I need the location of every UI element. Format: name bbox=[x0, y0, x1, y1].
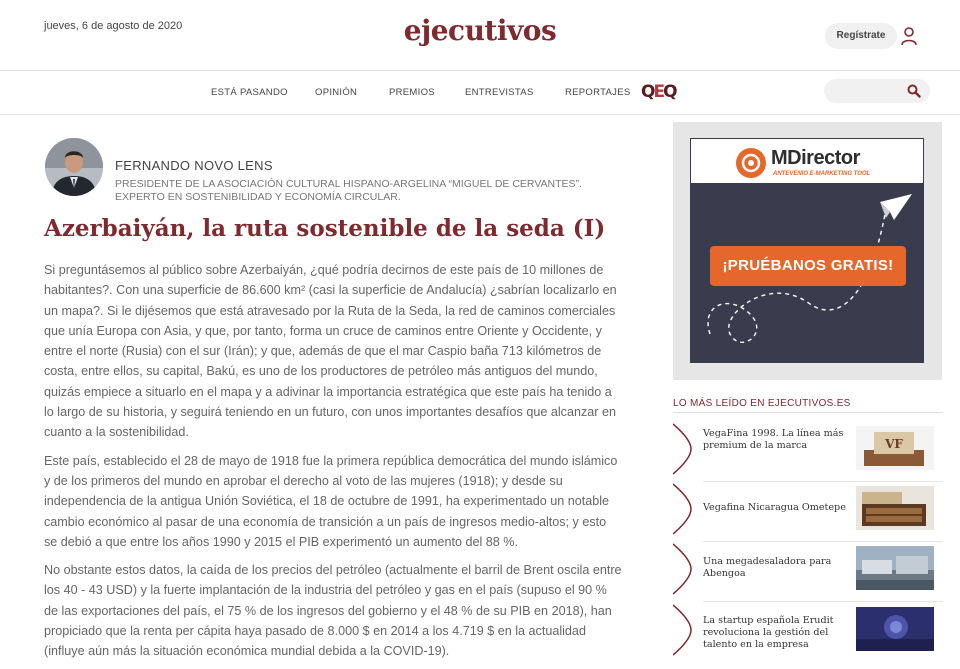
sidebar-ad[interactable] bbox=[673, 122, 942, 380]
main-nav bbox=[0, 72, 960, 115]
nav-item-entrevistas[interactable]: ENTREVISTAS bbox=[465, 87, 534, 98]
register-button[interactable]: Regístrate bbox=[825, 23, 897, 49]
most-read-title[interactable]: VegaFina 1998. La línea más premium de la marca bbox=[703, 428, 844, 451]
user-icon[interactable] bbox=[900, 26, 918, 46]
nav-item-esta-pasando[interactable]: ESTÁ PASANDO bbox=[211, 87, 288, 98]
ad-brand: MDirector bbox=[771, 147, 860, 169]
most-read-title[interactable]: Una megadesaladora para Abengoa bbox=[703, 556, 832, 579]
site-header bbox=[0, 0, 960, 71]
chevron-right-icon bbox=[673, 603, 695, 657]
most-read-thumbnail[interactable] bbox=[856, 546, 934, 590]
author-name[interactable]: FERNANDO NOVO LENS bbox=[115, 158, 273, 173]
most-read-thumbnail[interactable] bbox=[856, 607, 934, 651]
svg-text:VF: VF bbox=[885, 437, 903, 451]
nav-item-reportajes[interactable]: REPORTAJES bbox=[565, 87, 631, 98]
author-role: PRESIDENTE DE LA ASOCIACIÓN CULTURAL HISPANO-ARGELINA “MIGUEL DE CERVANTES”. EXPERTO EN SOSTENIBILIDAD Y ECONOMÍA CIRCULAR. bbox=[115, 178, 582, 203]
ad-header bbox=[690, 138, 924, 184]
article-body bbox=[44, 260, 622, 669]
most-read-title[interactable]: Vegafina Nicaragua Ometepe bbox=[703, 502, 846, 513]
search-input[interactable] bbox=[824, 79, 930, 103]
most-read-heading: LO MÁS LEÍDO EN EJECUTIVOS.ES bbox=[673, 398, 851, 409]
nav-item-opinion[interactable]: OPINIÓN bbox=[315, 87, 358, 98]
most-read-title[interactable]: La startup española Erudit revoluciona la gestión del talento en la empresa bbox=[703, 615, 834, 650]
most-read-thumbnail[interactable] bbox=[856, 486, 934, 530]
mdirector-banner[interactable] bbox=[690, 138, 924, 363]
most-read-item[interactable] bbox=[673, 482, 943, 536]
qeq-logo[interactable]: QEQ bbox=[641, 82, 676, 102]
site-logo[interactable]: ejecutivos bbox=[403, 14, 557, 47]
article-paragraph: Este país, establecido el 28 de mayo de 1918 fue la primera república democrática del mundo islámico y de los primeros del mundo en aprobar el derecho al voto de las mujeres (1918); y desde su independencia de la antigua Unión Soviética, el 18 de octubre de 1991, ha experimentado un notable cambio económico al pasar de una economía de transición a un país de ingresos medio-altos; y esto se debió a que entre los años 1990 y 2015 el PIB experimentó un aumento del 88 %. bbox=[44, 453, 618, 549]
article-paragraph: No obstante estos datos, la caída de los precios del petróleo (actualmente el barril de Brent oscila entre los 40 - 43 USD) y la fuerte implantación de la industria del petróleo y gas en el país (supuso el 90 % de las exportaciones del país, el 75 % de los ingresos del gobierno y el 48 % de su PIB en 2018), han propiciado que la renta per cápita haya pasado de 8.000 $ en 2014 a los 4.719 $ en la actualidad (influye aún más la situación económica mundial debida a la COVID-19). bbox=[44, 563, 622, 659]
divider bbox=[703, 601, 943, 602]
most-read-item[interactable] bbox=[673, 542, 943, 596]
chevron-right-icon bbox=[673, 542, 695, 596]
mdirector-logo-icon bbox=[736, 148, 766, 178]
current-date: jueves, 6 de agosto de 2020 bbox=[44, 20, 183, 32]
nav-item-premios[interactable]: PREMIOS bbox=[389, 87, 435, 98]
most-read-thumbnail[interactable] bbox=[856, 426, 934, 470]
most-read-item[interactable] bbox=[673, 603, 943, 657]
ad-cta-button[interactable]: ¡PRUÉBANOS GRATIS! bbox=[710, 246, 906, 286]
chevron-right-icon bbox=[673, 482, 695, 536]
chevron-right-icon bbox=[673, 422, 695, 476]
article-title: Azerbaiyán, la ruta sostenible de la seda (I) bbox=[44, 215, 606, 242]
author-avatar bbox=[45, 138, 103, 196]
search-icon[interactable] bbox=[907, 84, 921, 98]
article-paragraph: Si preguntásemos al público sobre Azerbaiyán, ¿qué podría decirnos de este país de 10 millones de habitantes?. Con una superficie de 86.600 km² (casi la superficie de Andalucía) ¿sabrían localizarlo en un mapa?. Si le dijésemos que está atravesado por la Ruta de la Seda, la red de caminos comerciales que unía Europa con Asia, y que, por tanto, forma un cruce de caminos entre Oriente y Occidente, y entre el norte (Rusia) con el sur (Irán); y que, además de que el mar Caspio baña 713 kilómetros de costa, entre ellos, su capital, Bakú, es uno de los productores de petróleo más antiguos del mundo, quizás empiece a situarlo en el mapa y a adivinar la importancia estratégica que este país ha tenido a lo largo de su historia, y seguirá teniendo en un futuro, con unos importantes desafíos que alcanzar en cuanto a la sostenibilidad. bbox=[44, 263, 617, 440]
most-read-item[interactable] bbox=[673, 422, 943, 476]
ad-tagline: ANTEVENIO E-MARKETING TOOL bbox=[773, 171, 871, 177]
divider bbox=[673, 412, 943, 413]
